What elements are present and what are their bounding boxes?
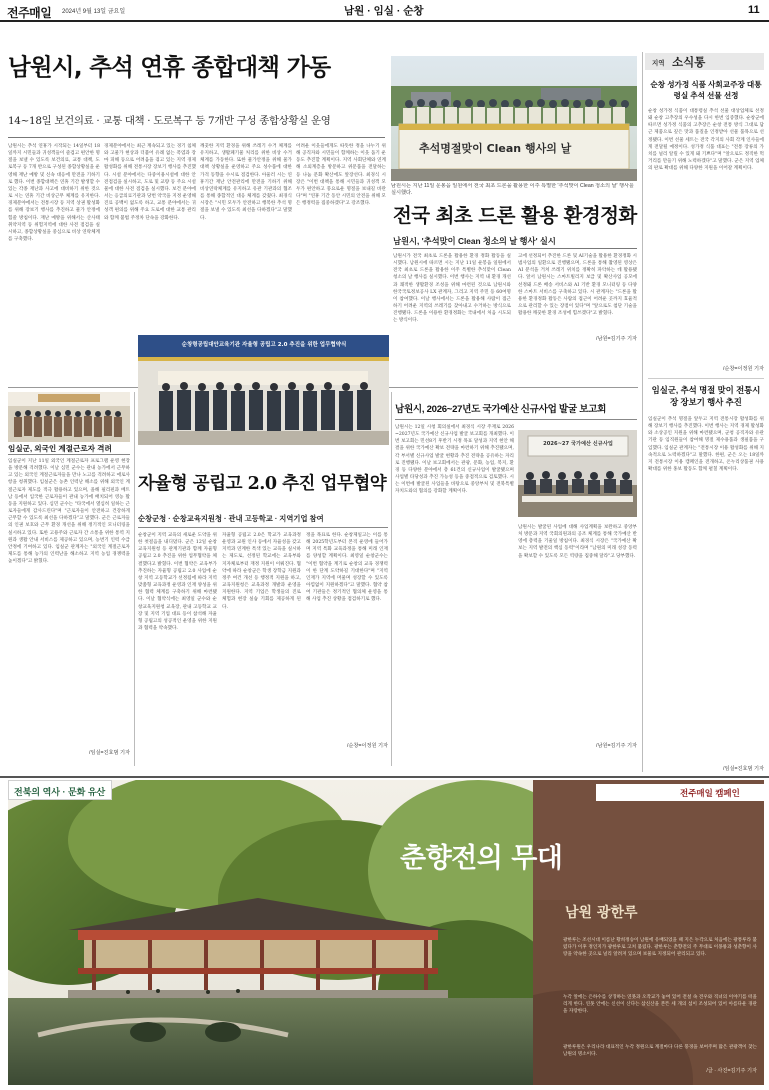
page-number: 11: [748, 4, 760, 16]
header-rule: [0, 20, 769, 22]
drone-byline: /남원=김기주 기자: [596, 336, 637, 342]
public-school-banner: 순창형공립대안교육기관 자율형 공립고 2.0 추진을 위한 업무협약식: [181, 342, 347, 348]
public-school-col-2: 자율형 공립고 2.0은 학교가 교육과정 운영과 교원 인사 등에서 자율성을 갖고 지역과 연계한 특색 있는 교육을 실시하는 제도로, 선정된 학교에는 교육부와 지자체로부터 재정 지원이 이뤄진다. 협약에 따라 순창군은 학생 장학금 지원과 정주 여건 개선 등 행정적 지원을 하고, 교육지원청은 교육과정 개발과 운영을 지원한다. 지역 기업은 학생들의 진로 체험과 현장 실습 기회를 제공하게 된다.: [222, 533, 301, 610]
public-school-headline: 자율형 공립고 2.0 추진 업무협약: [138, 474, 387, 494]
sidebar-label-title: 소식통: [672, 55, 706, 69]
main-col-2: 경제분야에서는 최근 계속되고 있는 경기 침체와 고물가 현상과 더불어 유례 없는 폭염과 장마 피해 등으로 어려움을 겪고 있는 지역 경제 활성화를 위해 전통시장 장보기 행사를 추진했다. 시설 분야에서는 다중이용시설에 대한 안전점검을 실시하고, 도로 및 교량 등 주요 시설물에 대한 사전 점검을 실시했다. 보건 분야에서는 응급의료기관과 당번 약국을 지정 운영해 진료 공백이 없도록 하고, 교통 분야에서는 귀성객 편의를 위해 주요 도로에 대한 교통 관리와 함께 불법 주정차 단속을 강화한다.: [104, 144, 196, 221]
budget-byline: /남원=김기주 기자: [596, 743, 637, 749]
drone-event-photo: [391, 56, 637, 181]
campaign-divider: [0, 776, 769, 778]
budget-col-1: 남원시는 12일 시청 회의실에서 최경식 시장 주재로 2026~2027년도 국가예산 신규사업 발굴 보고회를 개최했다. 이번 보고회는 민선8기 후반기 시정 목표 달성과 지역 현안 해결을 위한 국가예산 확보 전략을 마련하기 위해 추진됐으며, 각 부서별 신규사업 발굴 현황과 추진 전략을 공유하는 자리로 진행됐다. 이날 보고회에서는 관광, 문화, 농업, 복지, 환경 등 다양한 분야에서 총 61건의 신규사업이 발굴됐으며 사업별 타당성과 추진 가능성 등을 중점적으로 검토했다. 시는 이번에 발굴된 사업들을 바탕으로 중앙부처 및 전북특별자치도와의 협의를 강화할 계획이다.: [395, 425, 514, 495]
main-headline: 남원시, 추석 연휴 종합대책 가동: [8, 53, 331, 81]
campaign-panel: [533, 780, 764, 1085]
campaign-label: 전주매일 캠페인: [680, 788, 740, 798]
drone-photo-caption: 남원시는 지난 11일 운봉읍 일원에서 전국 최초 드론을 활용한 이주 특별한 '추석맞이 Clean 청소의 날' 행사를 실시했다.: [391, 183, 634, 196]
drone-headline: 전국 최초 드론 활용 환경정화: [393, 204, 637, 227]
sidebar-item1-byline: /순창=이정원 기자: [723, 366, 764, 372]
budget-photo: [518, 430, 637, 517]
header-logo[interactable]: 전주매일: [7, 6, 52, 20]
public-school-col-1: 순창군이 지역 교육의 새로운 도약을 위한 첫걸음을 내디뎠다. 군은 12일 순창교육지원청 등 관계기관과 함께 자율형 공립고 2.0 추진을 위한 업무협약을 체결했다고 밝혔다. 이번 협약은 교육부가 추진하는 자율형 공립고 2.0 사업에 순창 지역 고등학교가 선정됨에 따라 지역 맞춤형 교육과정 운영과 인재 양성을 위한 협력 체계를 구축하기 위해 마련됐다. 이날 협약식에는 최영일 군수와 순창교육지원청 교육장, 관내 고등학교 교장 및 지역 기업 대표 등이 참석해 자율형 공립고의 성공적인 운영을 위한 지원과 협력을 약속했다.: [138, 533, 217, 632]
main-col-1: 남원시는 추석 연휴가 시작되는 14일부터 18일까지 시민들과 귀성객들이 즐겁고 편안한 명절을 보낼 수 있도록 보건의료, 교통 대책, 도로복구 등 7개 반으로 구성된 종합상황실을 운영해 재난 예방 및 신속 대응에 만전을 기하기로 했다. 이번 종합대책은 연휴 기간 발생할 수 있는 각종 재난과 사고에 대비하기 위한 것으로 시는 연휴 기간 비상근무 체계를 유지한다. 경제분야에서는 전통시장 등 지역 상권 활성화를 위해 장보기 행사를 추진하고 물가 안정에 힘쓸 방침이다. 재난 예방을 위해서는 산사태 취약지역 등 위험지역에 대한 사전 점검을 실시하고, 종합상황실을 중심으로 비상 연락체계를 구축했다.: [8, 144, 100, 243]
drone-photo-banner: 추석명절맞이 Clean 행사의 날: [419, 142, 572, 155]
foreign-workers-text: 임실군이 지난 11일 외국인 계절근로자 프로그램 운영 현장을 방문해 격려했다. 이날 심민 군수는 관내 농가에서 근무하고 있는 외국인 계절근로자들을 만나 노고를 격려하고 애로사항을 청취했다. 임실군은 농촌 인력난 해소를 위해 외국인 계절근로자 제도를 적극 활용하고 있으며, 올해 필리핀과 베트남 등에서 입국한 근로자들이 관내 농가에 배치되어 영농 활동을 지원하고 있다. 심민 군수는 "타국에서 열심히 일하는 근로자들에게 감사드린다"며 "근로자들이 안전하고 건강하게 근무할 수 있도록 최선을 다하겠다"고 말했다. 군은 근로자들의 인권 보호와 근무 환경 개선을 위해 정기적인 모니터링을 실시하고 있다. 또한 고용주와 근로자 간 소통을 위한 통역 지원과 생활 안내 서비스를 제공하고 있으며, 농번기 인력 수급 안정에 기여하고 있다. 임실군 관계자는 "외국인 계절근로자 제도를 통해 농가의 인력난을 해소하고 지역 농업 경쟁력을 높이겠다"고 밝혔다.: [8, 459, 130, 565]
budget-photo-label: 2026~27 국가예산 신규사업: [543, 441, 613, 447]
foreign-workers-photo: [8, 392, 130, 442]
campaign-para-2: 누각 앞에는 은하수를 상징하는 연못과 오작교가 놓여 있어 전설 속 견우와 직녀의 이야기를 떠올리게 한다. 연못 안에는 신선이 산다는 삼신산을 본뜬 세 개의 섬이 조성되어 있어 아름다운 경관을 자랑한다.: [563, 995, 757, 1015]
drone-subhead: 남원시, '추석맞이 Clean 청소의 날 행사' 실시: [393, 236, 556, 246]
public-school-photo: [138, 335, 389, 445]
sidebar-item1-title: 순창 성가정 식품 사회교주장 대통령실 추석 선물 선정: [650, 80, 762, 100]
foreign-workers-headline: 임실군, 외국인 계절근로자 격려: [8, 444, 112, 453]
campaign-para-3: 광한루원은 우리나라 대표적인 누각 정원으로 계절마다 다른 풍경을 보여주며 많은 관광객이 찾는 남원의 명소이다.: [563, 1045, 757, 1058]
campaign-title: 춘향전의 무대: [400, 843, 563, 874]
sidebar-item2-title: 임실군, 추석 명절 맞이 전통시장 장보기 행사 추진: [651, 385, 761, 407]
foreign-workers-byline: /임실=진효범 기자: [89, 750, 130, 756]
header-section: 남원 · 임실 · 순창: [344, 5, 424, 17]
main-col-3: 깨끗한 지역 환경을 위해 쓰레기 수거 체계를 유지하고, 생활폐기물 처리를 위한 비상 수거 체계를 가동한다. 또한 물가안정을 위해 물가대책 상황실을 운영하고 주요 성수품에 대한 가격 동향을 수시로 점검한다. 아울러 시는 연휴기간 재난 안전관리에 만전을 기하기 위해 비상연락체계를 유지하고 유관 기관과의 협조를 통해 종합적인 대응 체계를 갖췄다. 최경식 시장은 "시민 모두가 안전하고 행복한 추석 명절을 보낼 수 있도록 최선을 다하겠다"고 말했다.: [200, 144, 292, 221]
header-date: 2024년 9월 13일 금요일: [62, 9, 126, 15]
campaign-credit: /글 · 사진=김기주 기자: [706, 1068, 757, 1074]
sidebar-item2-text: 임실군이 추석 명절을 앞두고 지역 전통시장 활성화를 위해 장보기 행사를 추진했다. 이번 행사는 지역 경제 활성화와 소상공인 지원을 위해 마련됐으며, 군청 공직자와 유관기관 등 임직원들이 참여해 명절 제수용품과 생필품을 구입했다. 임실군 관계자는 "전통시장 이용 활성화를 위해 지속적으로 노력하겠다"고 말했다. 한편, 군은 오는 18일까지 전통시장 이용 캠페인을 전개하고, 온누리상품권 사용 확대를 위한 홍보 활동도 함께 펼칠 계획이다.: [648, 417, 764, 473]
public-school-subhead: 순창군청 · 순창교육지원청 · 관내 고등학교 · 지역기업 참여: [138, 514, 324, 523]
main-col-4: 어려운 이웃들에게도 따뜻한 정을 나누기 위해 공직자와 시민들이 함께하는 이웃 돕기 운동도 추진할 계획이다. 지역 사회단체와 연계해 소외계층을 방문하고 위문품을 전달하는 등 나눔 문화 확산에도 앞장선다. 최경식 시장은 "이번 대책을 통해 시민들과 귀성객 모두가 편안하고 풍요로운 명절을 보내길 바란다"며 "연휴 기간 동안 시민의 안전을 위해 모든 행정력을 집중하겠다"고 강조했다.: [296, 144, 386, 207]
sidebar-item2-byline: /임실=진효범 기자: [723, 766, 764, 772]
drone-col-1: 남원시가 전국 최초로 드론을 활용한 환경 정화 활동을 실시했다. 남원시에 따르면 시는 지난 11일 운봉읍 일원에서 전국 최초로 드론을 활용한 이주 특별한 추석맞이 Clean 청소의 날 행사를 실시했다. 이번 행사는 지역 내 환경 개선과 쾌적한 생활환경 조성을 위해 마련된 것으로 남원시와 한국국토정보공사 LX 관계자, 그리고 지역 주민 등 60여명이 참여했다. 이날 행사에서는 드론을 활용해 사람이 접근하기 어려운 지역의 쓰레기를 찾아내고 수거하는 방식으로 진행됐다. 드론을 이용한 환경정화는 국내에서 처음 시도되는 방식이다.: [393, 254, 511, 324]
sidebar-label-small: 지역: [652, 60, 665, 67]
gwanghallu-photo: [8, 780, 533, 1085]
campaign-place: 남원 광한루: [565, 905, 638, 921]
budget-headline: 남원시, 2026~27년도 국가예산 신규사업 발굴 보고회: [395, 404, 607, 415]
campaign-corner-label: 전북의 역사 · 문화 유산: [14, 787, 106, 797]
public-school-col-3: 정을 목표로 한다. 순창제일고는 이를 통해 2025학년도부터 본격 운영에 들어가며 지역 특화 교육과정을 통해 미래 인재를 양성할 계획이다. 최영일 순창군수는 "이번 협약을 계기로 순창의 교육 경쟁력이 한 단계 도약하길 기대한다"며 "지역 인재가 지역에 머물며 성장할 수 있도록 아낌없이 지원하겠다"고 말했다. 협약 참여 기관들은 정기적인 협의체 운영을 통해 사업 추진 상황을 점검하기로 했다.: [306, 533, 388, 603]
budget-col-2: 남원시는 발굴된 사업에 대해 사업계획을 보완하고 중앙부처 방문과 지역 국회의원과의 공조 체계를 통해 국가예산 반영에 총력을 기울일 방침이다. 최경식 시장은 "국가예산 확보는 지역 발전의 핵심 동력"이라며 "남원의 미래 성장 동력을 확보할 수 있도록 모든 역량을 집중해 달라"고 당부했다.: [518, 525, 637, 559]
sidebar-item1-text: 순창 성가정 식품이 대통령실 추석 선물 대상업체로 선정돼 순창 고추장의 우수성을 다시 한번 입증했다. 순창군에 따르면 성가정 식품의 고추장은 순창 전통 방식 그대로 담근 제품으로 깊은 맛과 품질을 인정받아 선물 품목으로 선정됐다. 이번 선물 세트는 전국 각지의 사회 각계 인사들에게 전달될 예정이다. 성가정 식품 대표는 "전통 장류의 가치를 널리 알릴 수 있게 돼 기쁘다"며 "앞으로도 정직한 먹거리를 만들기 위해 노력하겠다"고 말했다. 군은 지역 업체의 판로 확대를 위해 다양한 지원을 이어갈 계획이다.: [648, 109, 764, 172]
drone-col-2: 고에 선정되어 추진한 드론 및 AI기술을 활용한 환경정화 시범사업의 일환으로 진행됐으며, 드론을 통해 촬영된 영상은 AI 분석을 거쳐 쓰레기 위치를 정확히 파악하는 데 활용됐다. 앞서 남원시는 스마트빌리지 보급 및 확산사업 공모에 선정돼 드론 배송 서비스와 AI 기반 환경 모니터링 등 다양한 스마트 서비스를 구축하고 있다. 시 관계자는 "드론을 활용한 환경정화 활동은 사람의 접근이 어려운 곳까지 효율적으로 관리할 수 있는 장점이 있다"며 "앞으로도 첨단 기술을 활용한 깨끗한 환경 조성에 힘쓰겠다"고 밝혔다.: [518, 254, 637, 317]
public-school-byline: /순창=이정원 기자: [347, 743, 388, 749]
campaign-para-1: 광한루는 조선시대 이름난 황희정승이 남원에 유배되었을 때 지은 누각으로 처음에는 광통루라 불렀다가 이후 정인지가 광한루로 고쳐 불렀다. 광한루는 춘향전의 주 무대로 이몽룡과 성춘향이 사랑을 약속한 곳으로 널리 알려져 있으며 보물로 지정되어 관리되고 있다.: [563, 938, 757, 958]
main-subhead: 14~18일 보건의료 · 교통 대책 · 도로복구 등 7개반 구성 종합상황실 운영: [8, 115, 331, 127]
